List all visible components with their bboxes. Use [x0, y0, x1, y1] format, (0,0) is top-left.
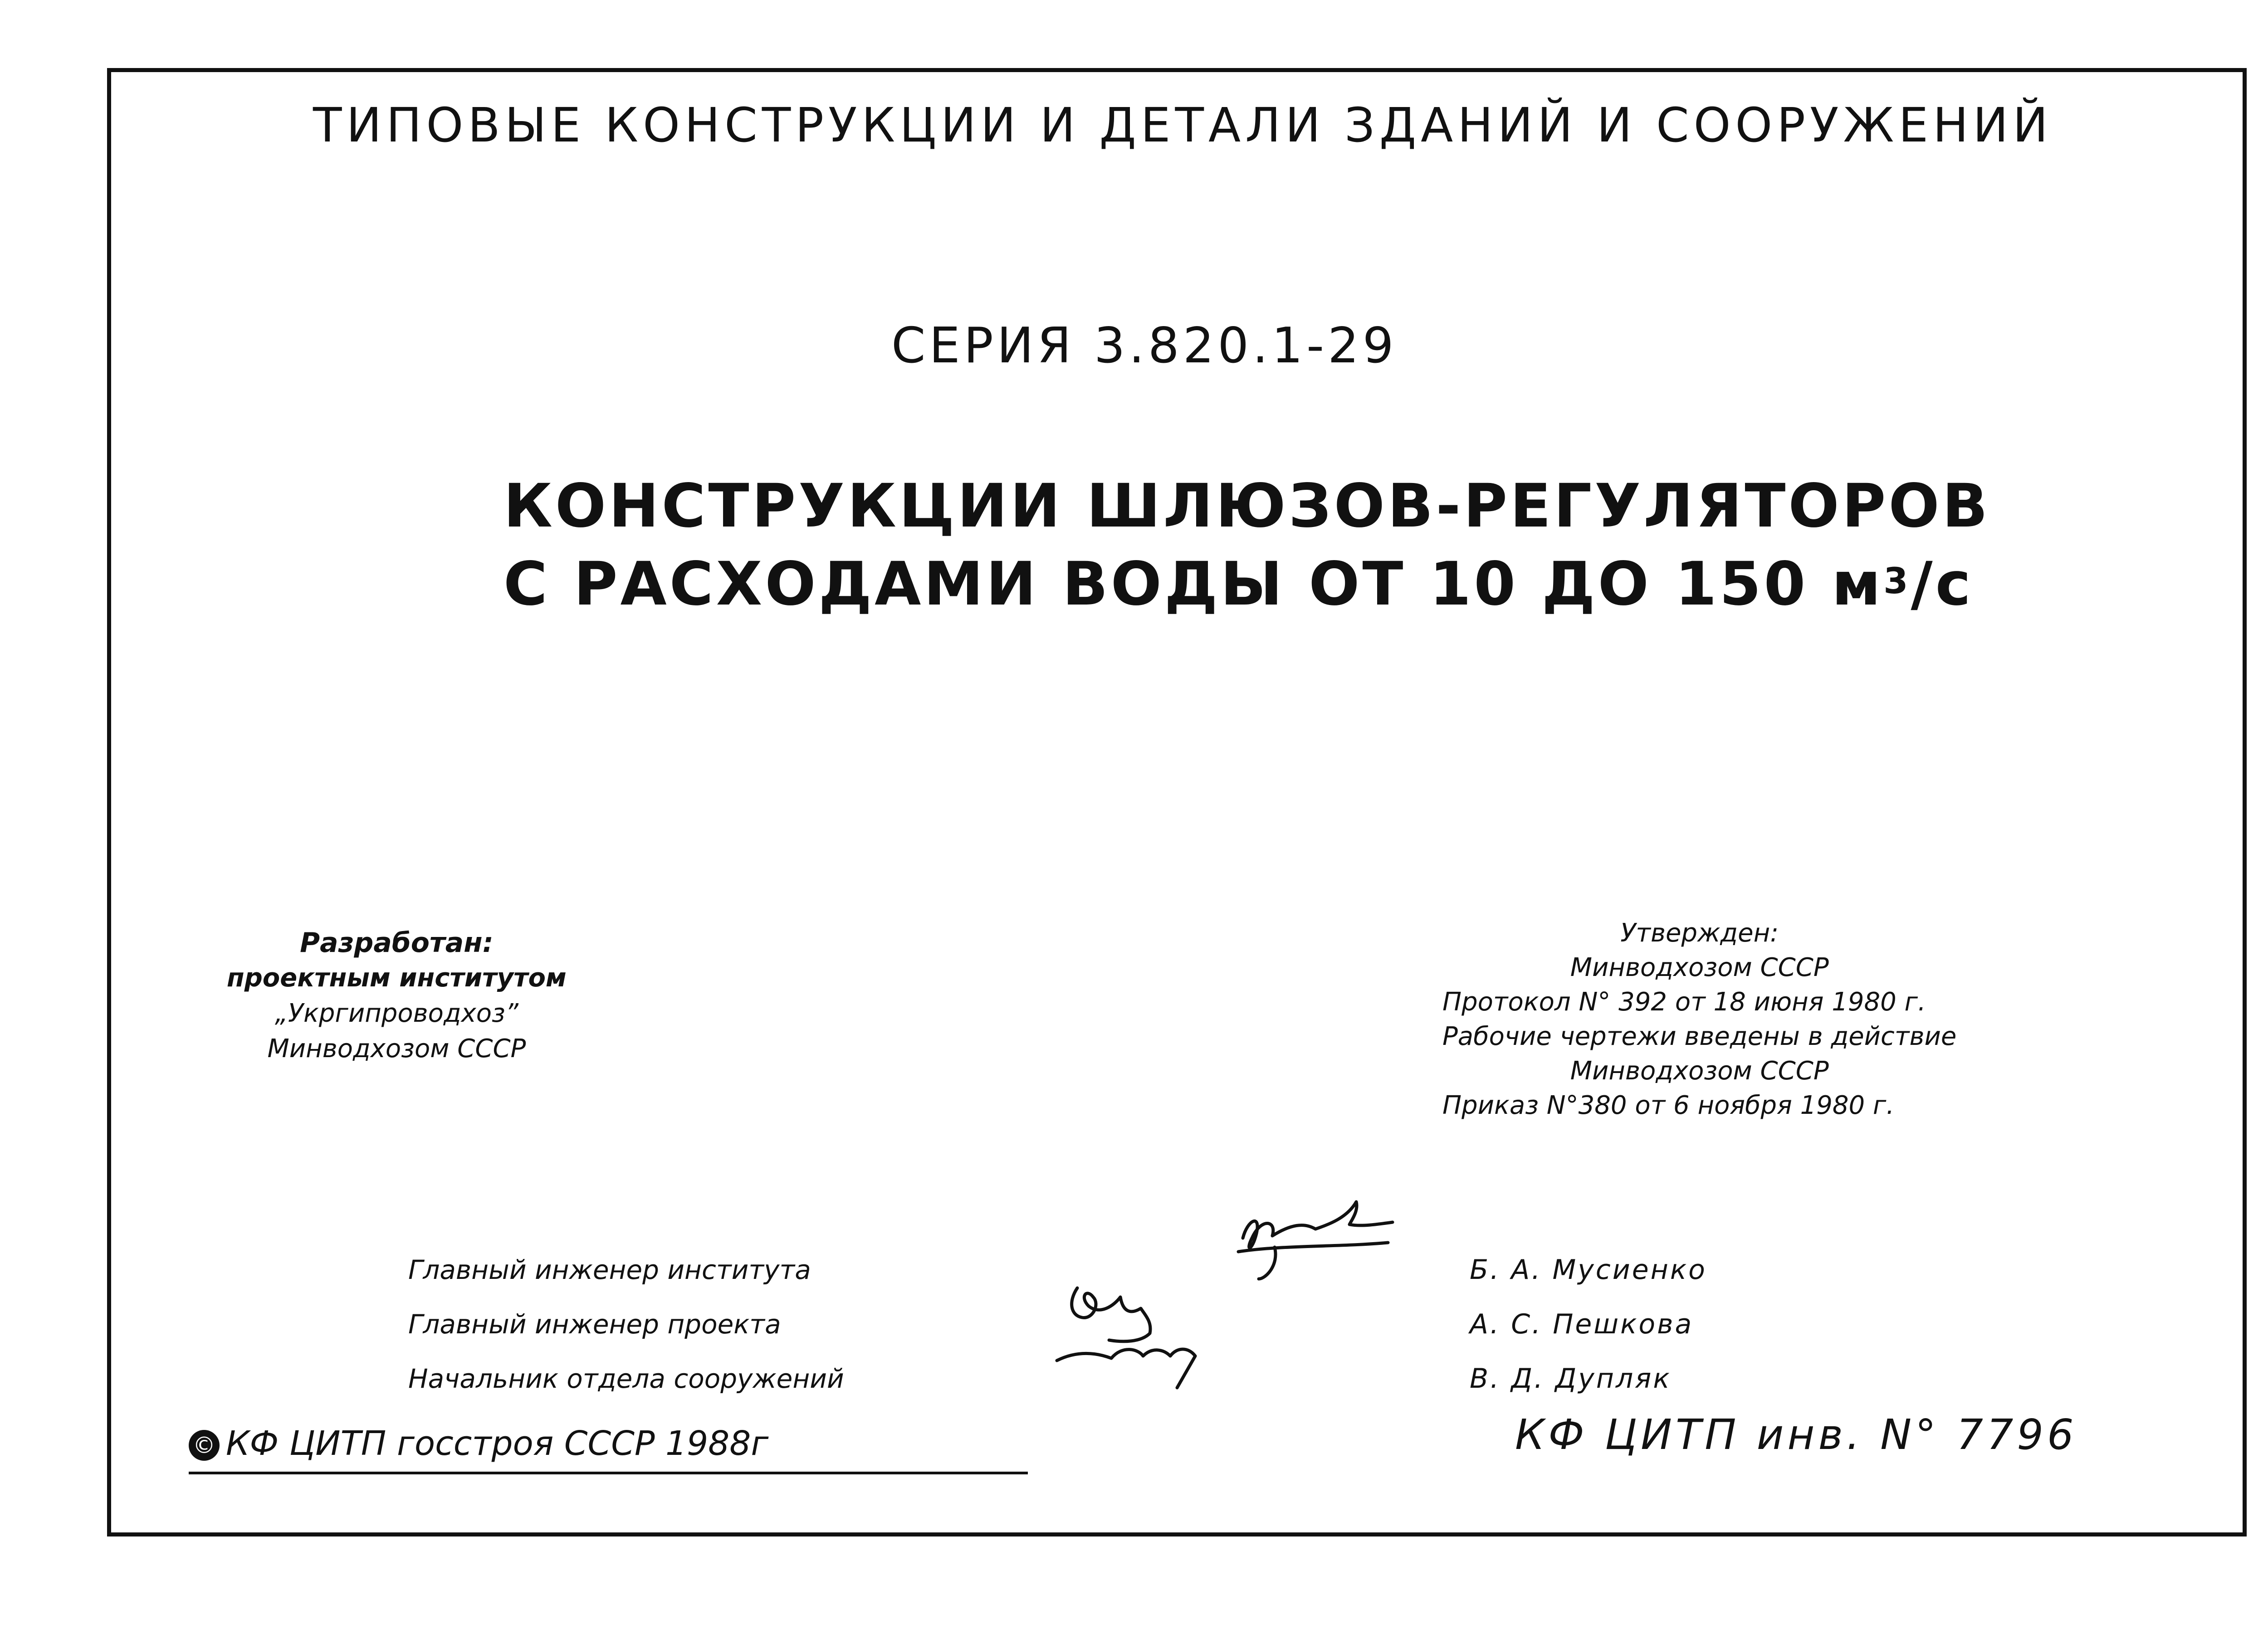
- signatory-roles: [408, 1243, 844, 1406]
- developer-line: Минводхозом СССР: [267, 1034, 526, 1063]
- signatory-name: Б. А. Мусиенко: [1470, 1254, 1707, 1286]
- signature-chief-engineer-institute: [1238, 1202, 1393, 1279]
- archive-stamp-left: [189, 1424, 768, 1463]
- main-title-line-2-text: С РАСХОДАМИ ВОДЫ ОТ 10 ДО 150 м: [503, 549, 1884, 619]
- archive-stamp-left-text: КФ ЦИТП госстроя СССР 1988г: [226, 1424, 769, 1463]
- series-number: СЕРИЯ 3.820.1-29: [891, 317, 1398, 374]
- signatory-role: Начальник отдела сооружений: [408, 1363, 844, 1394]
- main-title: [503, 467, 1990, 623]
- signatory-name: А. С. Пешкова: [1470, 1308, 1694, 1340]
- main-title-line-1: КОНСТРУКЦИИ ШЛЮЗОВ-РЕГУЛЯТОРОВ: [503, 471, 1991, 541]
- signature-head-of-department: [1057, 1349, 1195, 1388]
- approval-line: Рабочие чертежи введены в действие: [1442, 1022, 1957, 1051]
- approval-block: [1442, 916, 1956, 1123]
- main-title-line-2: [503, 545, 1990, 623]
- copyright-icon: ©: [189, 1430, 220, 1461]
- developer-heading: Разработан:: [300, 927, 494, 959]
- header-title: ТИПОВЫЕ КОНСТРУКЦИИ И ДЕТАЛИ ЗДАНИЙ И СООРУЖЕНИЙ: [313, 98, 2053, 153]
- developer-block: [227, 925, 567, 1067]
- approval-heading: Утвержден:: [1620, 918, 1779, 948]
- signatory-role: Главный инженер проекта: [408, 1309, 781, 1340]
- approval-line: Минводхозом СССР: [1570, 1056, 1829, 1086]
- signatory-name: В. Д. Дупляк: [1470, 1363, 1672, 1395]
- approval-line: Минводхозом СССР: [1570, 953, 1829, 982]
- approval-line: Протокол N° 392 от 18 июня 1980 г.: [1442, 987, 1926, 1017]
- signature-chief-engineer-project: [1072, 1288, 1150, 1341]
- signatory-names: [1470, 1243, 1707, 1406]
- unit-suffix: /с: [1911, 549, 1974, 619]
- developer-line: „Укргипроводхоз”: [274, 999, 518, 1028]
- unit-exponent: 3: [1883, 561, 1911, 602]
- inventory-stamp: КФ ЦИТП инв. N° 7796: [1515, 1410, 2077, 1459]
- stamp-underline: [189, 1472, 1028, 1474]
- signatory-role: Главный инженер института: [408, 1254, 811, 1285]
- developer-line: проектным институтом: [227, 963, 567, 993]
- handwritten-signatures: [962, 1197, 1415, 1478]
- approval-line: Приказ N°380 от 6 ноября 1980 г.: [1442, 1091, 1895, 1120]
